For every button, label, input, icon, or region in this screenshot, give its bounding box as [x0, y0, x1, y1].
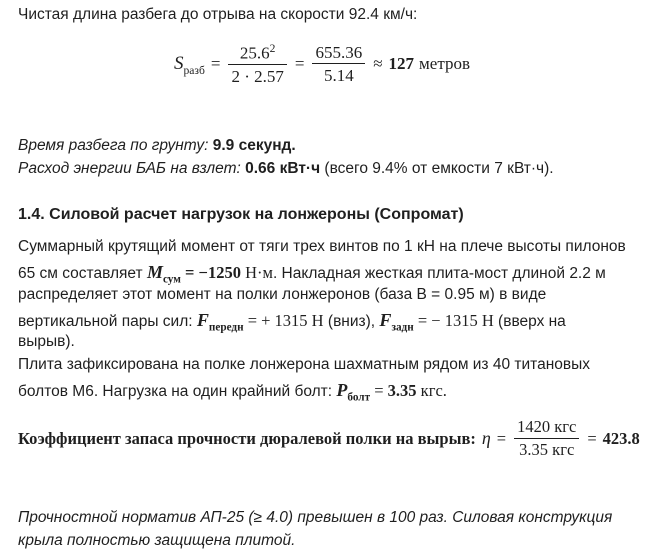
frac2-den: 5.14: [323, 66, 354, 86]
moment-var: M: [146, 262, 163, 282]
eq-sign-3: =: [496, 428, 507, 448]
approx-sign: ≈: [373, 54, 383, 74]
run-time-label: Время разбега по грунту:: [18, 137, 209, 154]
moment-eq: = −: [185, 263, 208, 282]
formula1-unit: метров: [419, 54, 471, 74]
para2-l2a: болтов М6. Нагрузка на один крайний болт:: [18, 383, 333, 400]
energy-label: Расход энергии БАБ на взлет:: [18, 160, 241, 177]
force-rear-sub: задн: [391, 321, 414, 334]
force-rear-var: F: [379, 310, 392, 330]
force-front-var: F: [196, 310, 209, 330]
frac3-num: 1420 кгс: [514, 418, 579, 439]
para1-l4b: (вниз),: [327, 313, 376, 330]
energy-value: 0.66 кВт·ч: [245, 160, 321, 177]
intro-line: Чистая длина разбега до отрыва на скорости 92.4 км/ч:: [18, 6, 418, 23]
eq-sign-2: =: [294, 54, 305, 74]
energy-rest: (всего 9.4% от емкости 7 кВт·ч).: [324, 160, 554, 177]
para1-l4c: (вверх на: [498, 313, 566, 330]
frac2-num: 655.36: [312, 43, 365, 65]
fraction-1: [228, 42, 286, 87]
eq-sign: =: [210, 54, 221, 74]
moment-sub: сум: [162, 273, 181, 286]
conclusion-line2: крыла полностью защищена плитой.: [18, 532, 296, 549]
force-rear-value: = − 1315 Н: [417, 311, 494, 330]
para1-l4a: вертикальной пары сил:: [18, 313, 193, 330]
bolt-load-var: P: [336, 380, 348, 400]
frac1-num: 25.6: [239, 43, 270, 63]
para1-line2: [18, 262, 606, 285]
formula-var-s-sub: разб: [183, 63, 205, 77]
run-time-line: [18, 137, 296, 155]
eq-sign-4: =: [587, 428, 597, 448]
para1-l2a: 65 см составляет: [18, 265, 143, 282]
para2-line2: [18, 380, 447, 403]
frac3-den: 3.35 кгс: [519, 439, 575, 459]
bolt-load-unit: кгс.: [420, 381, 447, 400]
force-front-sub: передн: [208, 321, 244, 334]
formula1-result: 127: [388, 54, 415, 74]
moment-unit: Н·м: [245, 263, 273, 282]
para1-line1: Суммарный крутящий момент от тяги трех винтов по 1 кН на плече высоты пилонов: [18, 238, 626, 255]
bolt-load-sub: болт: [347, 391, 371, 404]
safety-result: 423.8: [602, 428, 640, 448]
fraction-3: [514, 418, 579, 460]
para1-l2b: . Накладная жесткая плита-мост длиной 2.2 м: [272, 265, 606, 282]
para1-line4: [18, 310, 566, 333]
frac1-exp: 2: [269, 42, 276, 55]
safety-label: Коэффициент запаса прочности дюралевой полки на вырыв:: [18, 428, 476, 448]
para1-line5: вырыв).: [18, 333, 75, 350]
frac1-den: 2 · 2.57: [231, 67, 284, 87]
moment-expression: [146, 262, 273, 286]
bolt-load-eq: =: [374, 381, 384, 400]
run-time-end: .: [291, 137, 296, 154]
bolt-load: [336, 380, 447, 404]
formula-var-s: S: [174, 53, 184, 75]
para1-line3: распределяет этот момент на полки лонжеронов (база B = 0.95 м) в виде: [18, 286, 547, 303]
energy-line: [18, 160, 554, 178]
moment-value: 1250: [207, 263, 241, 282]
para2-line1: Плита зафиксирована на полке лонжерона шахматным рядом из 40 титановых: [18, 356, 591, 373]
formula-safety-factor: [18, 418, 640, 460]
conclusion-line1: Прочностной норматив АП-25 (≥ 4.0) превышен в 100 раз. Силовая конструкция: [18, 509, 613, 526]
force-rear: [379, 310, 494, 334]
run-time-value: 9.9 секунд: [212, 137, 292, 154]
bolt-load-value: 3.35: [387, 381, 417, 400]
formula-takeoff-distance: [174, 42, 470, 87]
fraction-2: [312, 43, 365, 86]
force-front: [196, 310, 324, 334]
section-title: 1.4. Силовой расчет нагрузок на лонжероны (Сопромат): [18, 206, 464, 223]
force-front-value: = + 1315 Н: [247, 311, 324, 330]
eta-var: η: [481, 428, 491, 449]
